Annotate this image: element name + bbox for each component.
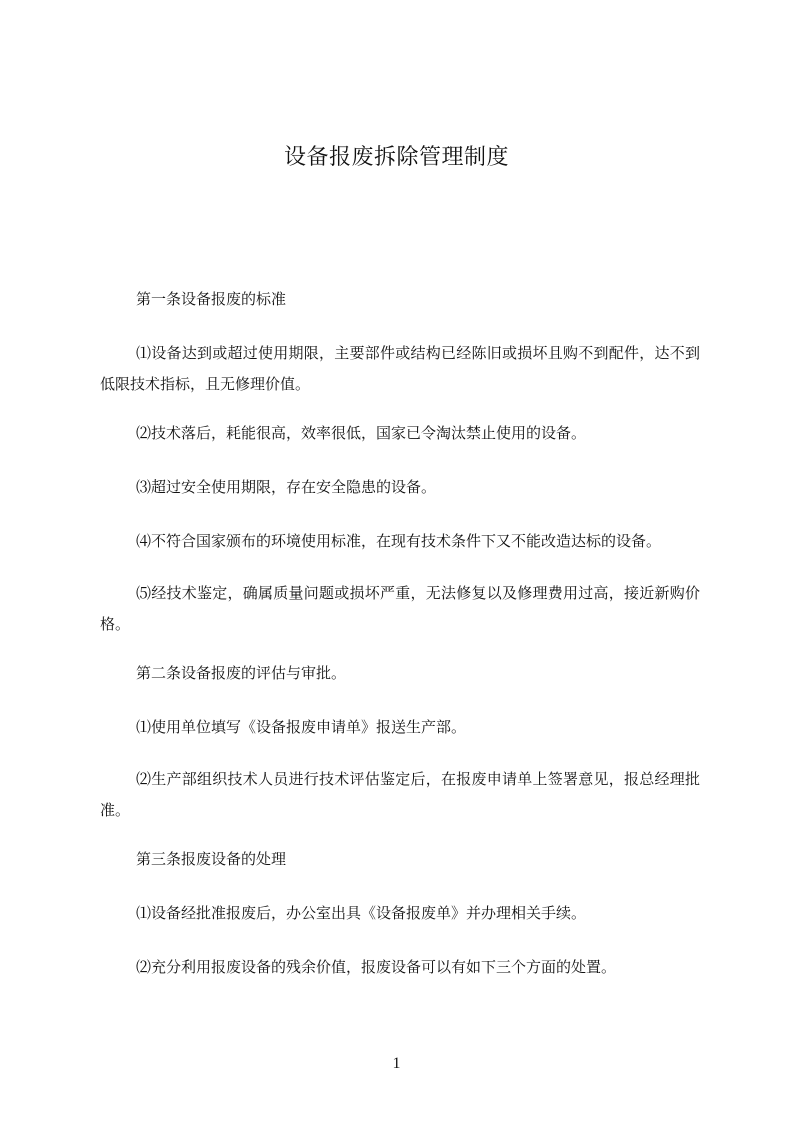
section-heading-1: 第一条设备报废的标准 bbox=[136, 290, 287, 308]
paragraph-3-1: ⑴设备经批准报废后，办公室出具《设备报废单》并办理相关手续。 bbox=[136, 904, 587, 922]
paragraph-1-3: ⑶超过安全使用期限，存在安全隐患的设备。 bbox=[136, 478, 437, 496]
paragraph-2-2: ⑵生产部组织技术人员进行技术评估鉴定后，在报废申请单上签署意见，报总经理批准。 bbox=[100, 770, 700, 819]
page-number: 1 bbox=[392, 1055, 401, 1072]
section-heading-2: 第二条设备报废的评估与审批。 bbox=[136, 664, 347, 682]
section-heading-3: 第三条报废设备的处理 bbox=[136, 850, 287, 868]
paragraph-3-2: ⑵充分利用报废设备的残余价值，报废设备可以有如下三个方面的处置。 bbox=[136, 958, 617, 976]
paragraph-1-1: ⑴设备达到或超过使用期限，主要部件或结构已经陈旧或损坏且购不到配件，达不到低限技术指标，且无修理价值。 bbox=[100, 344, 700, 393]
paragraph-1-4: ⑷不符合国家颁布的环境使用标准，在现有技术条件下又不能改造达标的设备。 bbox=[136, 532, 662, 550]
document-title: 设备报废拆除管理制度 bbox=[283, 145, 509, 170]
paragraph-2-1: ⑴使用单位填写《设备报废申请单》报送生产部。 bbox=[136, 718, 467, 736]
paragraph-1-2: ⑵技术落后，耗能很高，效率很低，国家已令淘汰禁止使用的设备。 bbox=[136, 424, 587, 442]
paragraph-1-5: ⑸经技术鉴定，确属质量问题或损坏严重，无法修复以及修理费用过高，接近新购价格。 bbox=[100, 584, 700, 633]
